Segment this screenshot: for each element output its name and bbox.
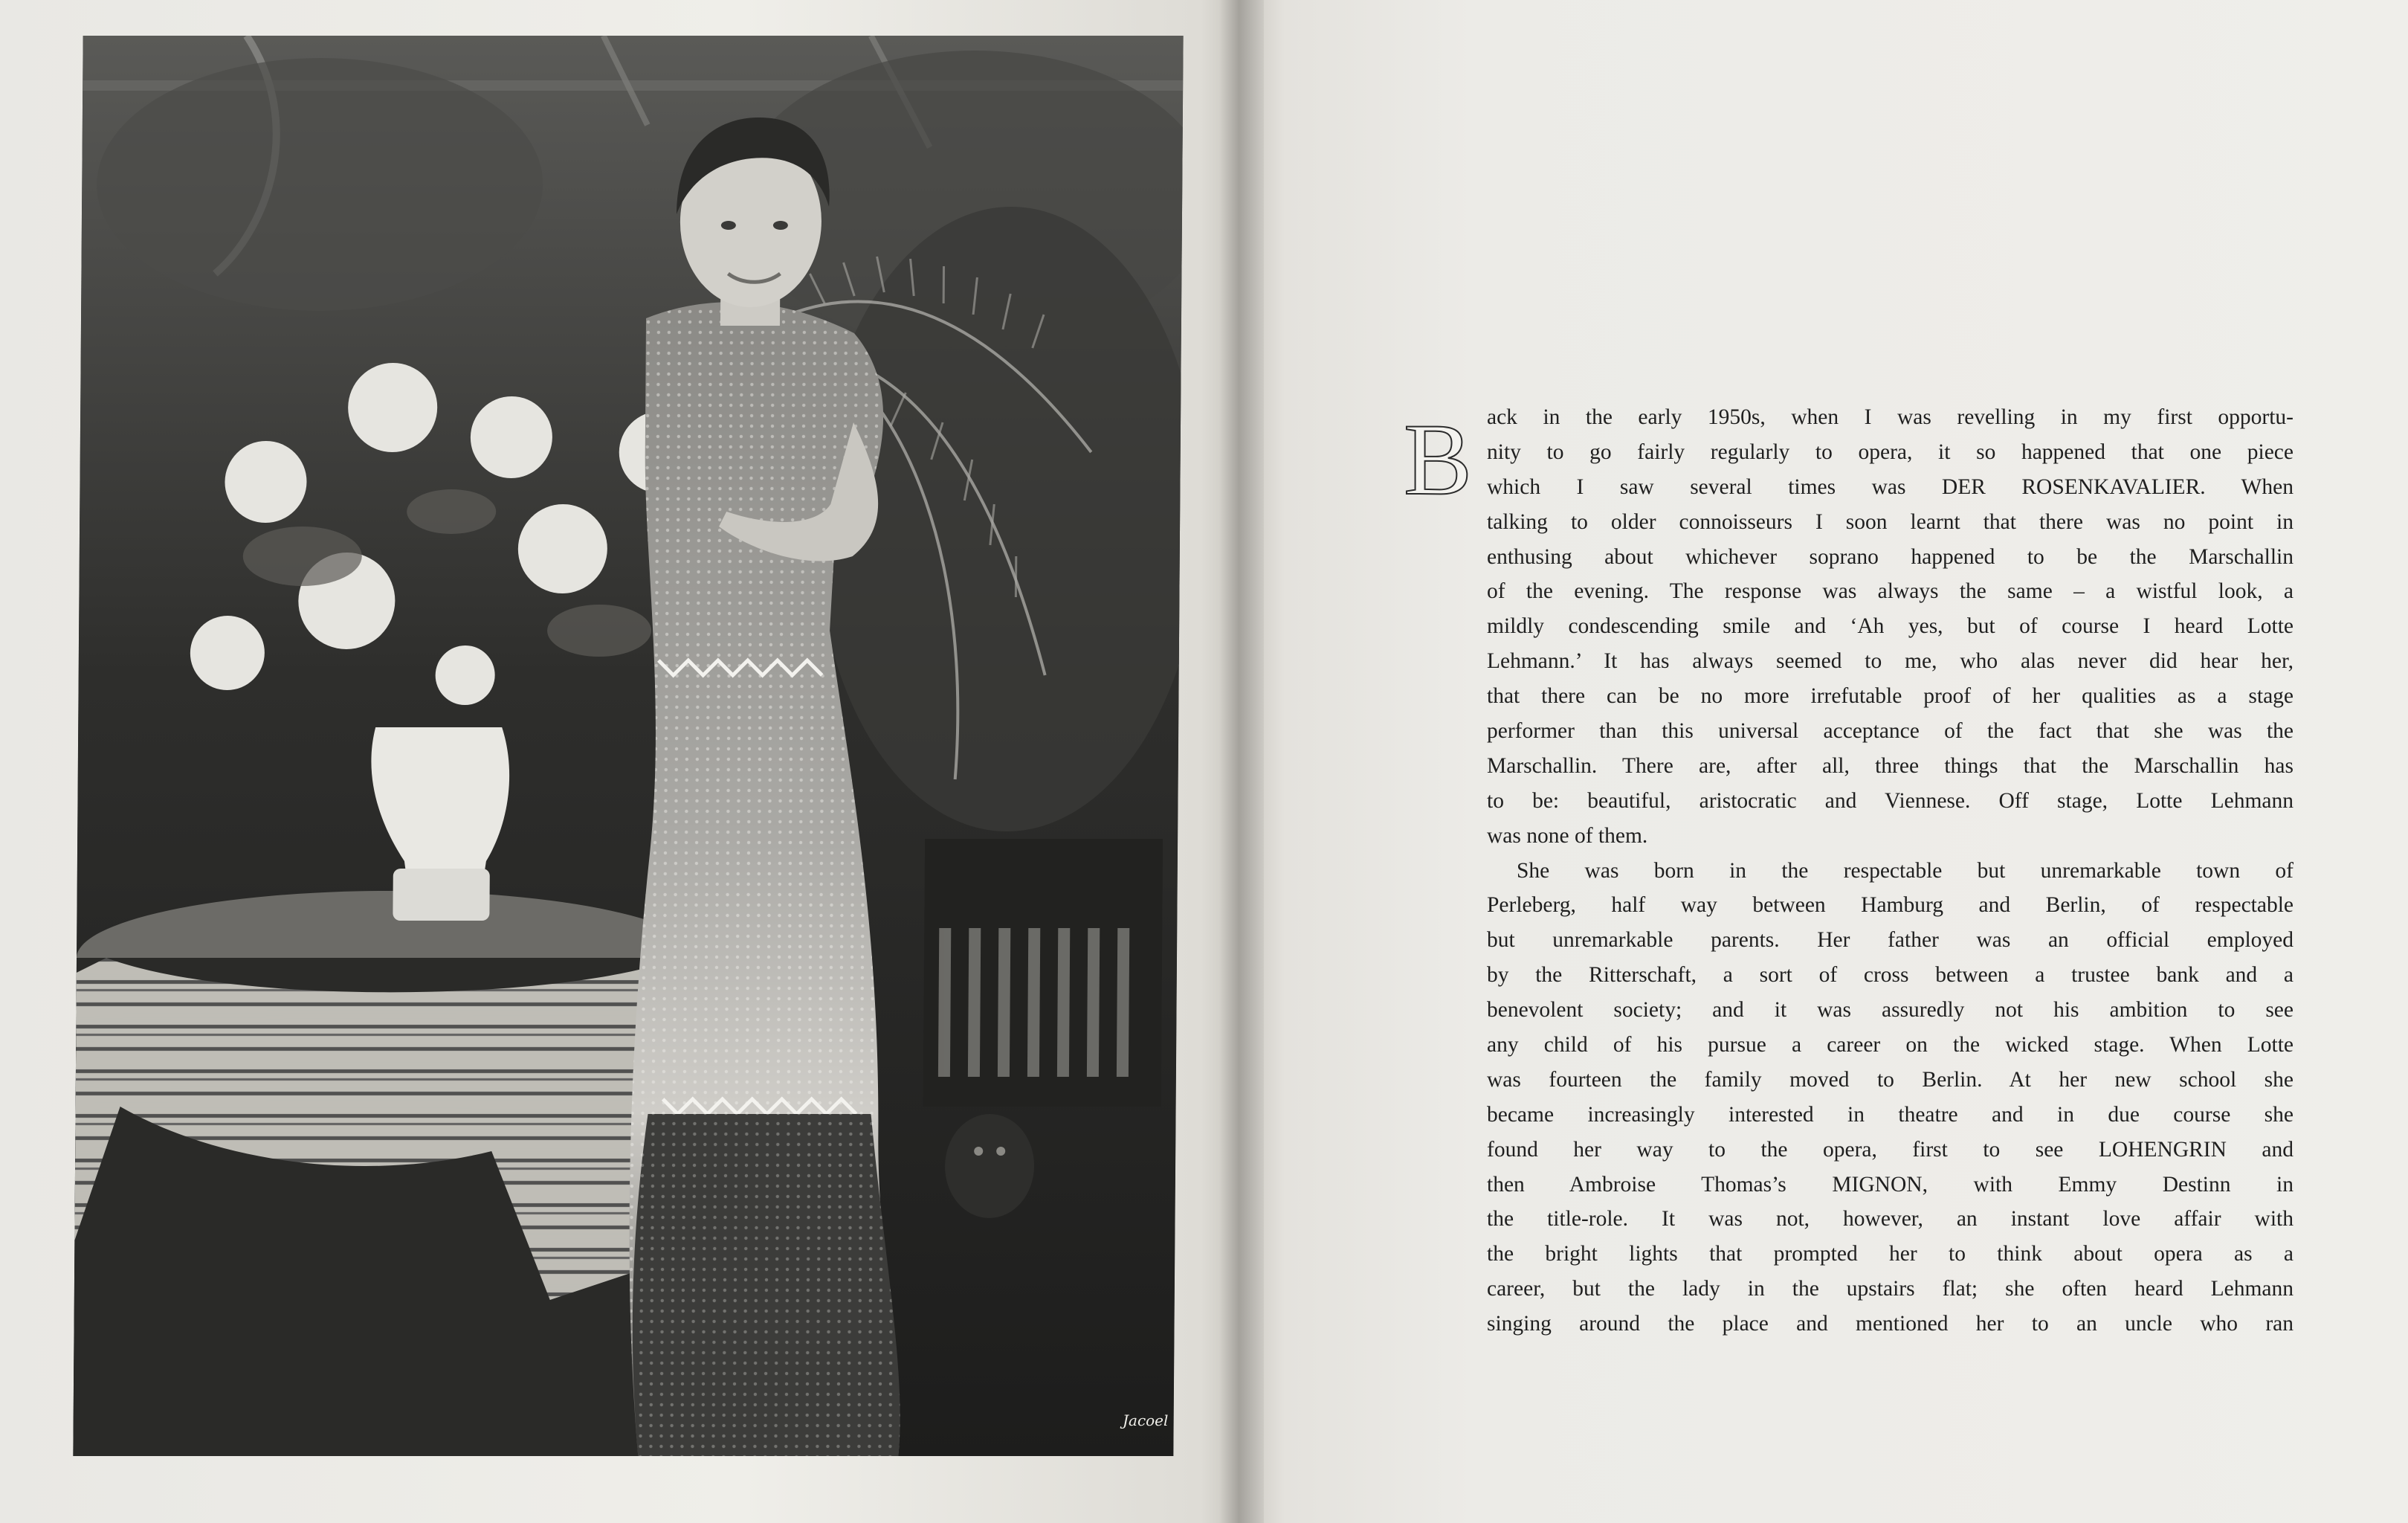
text-line: then Ambroise Thomas’s MIGNON, with Emmy Destinn in [1487,1172,2294,1197]
second-paragraph [1487,854,2294,1342]
text-line: talking to older connoisseurs I soon learnt that there was no point in [1487,509,2294,534]
text-line: ack in the early 1950s, when I was revelling in my first opportu- [1487,405,2294,429]
text-line: that there can be no more irrefutable proof of her qualities as a stage [1487,684,2294,709]
text-line: singing around the place and mentioned her to an uncle who ran [1487,1312,2294,1336]
text-line: any child of his pursue a career on the wicked stage. When Lotte [1487,1033,2294,1057]
text-line: nity to go fairly regularly to opera, it so happened that one piece [1487,439,2294,464]
text-line: benevolent society; and it was assuredly not his ambition to see [1487,998,2294,1023]
text-line: career, but the lady in the upstairs flat; she often heard Lehmann [1487,1277,2294,1301]
body-text [1404,400,2294,1342]
drop-cap: B [1404,402,1473,516]
photo-signature: Jacoel [1123,1411,1169,1429]
text-line: but unremarkable parents. Her father was an official employed [1487,928,2294,953]
text-line: was none of them. [1487,823,1648,848]
text-line: the bright lights that prompted her to think about opera as a [1487,1242,2294,1266]
text-line: to be: beautiful, aristocratic and Viennese. Off stage, Lotte Lehmann [1487,788,2294,813]
text-line: which I saw several times was DER ROSENKAVALIER. When [1487,474,2294,499]
book-gutter [1219,0,1264,1523]
portrait-photograph [73,36,1183,1456]
text-line: found her way to the opera, first to see LOHENGRIN and [1487,1137,2294,1162]
text-line: performer than this universal acceptance of the fact that she was the [1487,719,2294,744]
text-line: Marschallin. There are, after all, three things that the Marschallin has [1487,753,2294,778]
text-line: mildly condescending smile and ‘Ah yes, but of course I heard Lotte [1487,614,2294,639]
text-line: by the Ritterschaft, a sort of cross between a trustee bank and a [1487,963,2294,988]
text-line: the title-role. It was not, however, an instant love affair with [1487,1207,2294,1231]
text-line: was fourteen the family moved to Berlin. At her new school she [1487,1067,2294,1092]
first-paragraph [1404,400,2294,854]
text-line: Lehmann.’ It has always seemed to me, who alas never did hear her, [1487,649,2294,674]
text-line: She was born in the respectable but unremarkable town of [1517,858,2294,883]
text-line: enthusing about whichever soprano happened to be the Marschallin [1487,544,2294,569]
portrait-illustration [73,36,1183,1456]
text-line: Perleberg, half way between Hamburg and Berlin, of respectable [1487,893,2294,918]
text-line: of the evening. The response was always the same – a wistful look, a [1487,579,2294,604]
text-line: became increasingly interested in theatre and in due course she [1487,1102,2294,1127]
